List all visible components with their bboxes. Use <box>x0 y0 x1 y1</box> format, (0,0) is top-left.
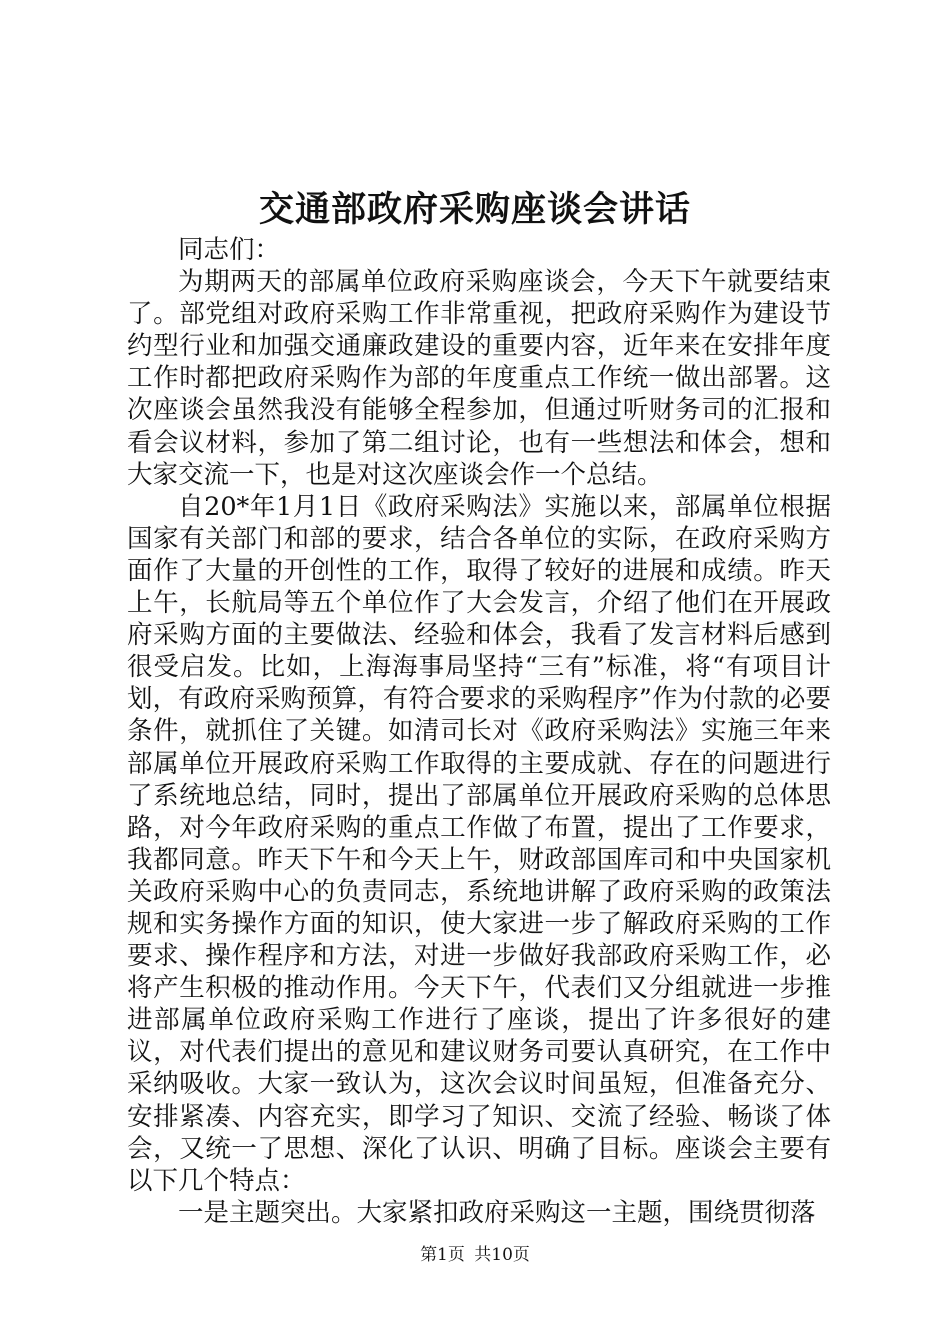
paragraph-3: 一是主题突出。大家紧扣政府采购这一主题，围绕贯彻落 <box>178 1197 816 1228</box>
page-number: 第1页 <box>420 1245 465 1265</box>
paragraph-2: 自20*年1月1日《政府采购法》实施以来，部属单位根据国家有关部门和部的要求，结合各单位的实际，在政府采购方面作了大量的开创性的工作，取得了较好的进展和成绩。昨天上午，长航局等五个单位作了大会发言，介绍了他们在开展政府采购方面的主要做法、经验和体会，我看了发言材料后感到很受启发。比如，上海海事局坚持“三有”标准，将“有项目计划，有政府采购预算，有符合要求的采购程序”作为付款的必要条件，就抓住了关键。如清司长对《政府采购法》实施三年来部属单位开展政府采购工作取得的主要成就、存在的问题进行了系统地总结，同时，提出了部属单位开展政府采购的总体思路，对今年政府采购的重点工作做了布置，提出了工作要求，我都同意。昨天下午和今天上午，财政部国库司和中央国家机关政府采购中心的负责同志，系统地讲解了政府采购的政策法规和实务操作方面的知识，使大家进一步了解政府采购的工作要求、操作程序和方法，对进一步做好我部政府采购工作，必将产生积极的推动作用。今天下午，代表们又分组就进一步推进部属单位政府采购工作进行了座谈，提出了许多很好的建议，对代表们提出的意见和建议财务司要认真研究，在工作中采纳吸收。大家一致认为，这次会议时间虽短，但准备充分、安排紧凑、内容充实，即学习了知识、交流了经验、畅谈了体会，又统一了思想、深化了认识、明确了目标。座谈会主要有以下几个特点： <box>127 491 831 1196</box>
salutation: 同志们： <box>178 235 281 265</box>
page-footer <box>0 1243 950 1267</box>
page-total: 共10页 <box>474 1245 530 1265</box>
document-body <box>127 234 831 1229</box>
paragraph-1: 为期两天的部属单位政府采购座谈会，今天下午就要结束了。部党组对政府采购工作非常重视，把政府采购作为建设节约型行业和加强交通廉政建设的重要内容，近年来在安排年度工作时都把政府采购作为部的年度重点工作统一做出部署。这次座谈会虽然我没有能够全程参加，但通过听财务司的汇报和看会议材料，参加了第二组讨论，也有一些想法和体会，想和大家交流一下，也是对这次座谈会作一个总结。 <box>127 267 831 490</box>
document-title: 交通部政府采购座谈会讲话 <box>258 189 691 230</box>
